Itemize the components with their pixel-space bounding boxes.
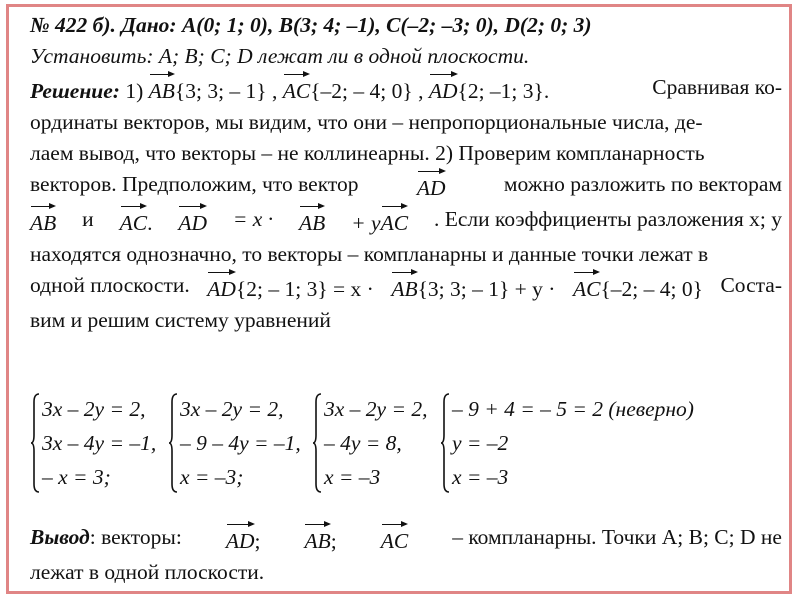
line-2-text: ординаты векторов, мы видим, что они – непропорциональные числа, де- — [30, 110, 703, 134]
task-line — [30, 41, 782, 72]
line-8-text: вим и решим систему уравнений — [30, 308, 331, 332]
vector-ab-2: AB — [30, 204, 56, 239]
equation: – 9 + 4 = – 5 = 2 (неверно) — [452, 397, 694, 421]
brace-icon — [440, 392, 450, 494]
equation: 3x – 4y = –1, — [42, 431, 157, 455]
equation: 3x – 2y = 2, — [180, 397, 284, 421]
line-4-text-a: векторов. Предположим, что вектор — [30, 172, 359, 196]
equation: x = –3; — [180, 465, 244, 489]
equation: 3x – 2y = 2, — [324, 397, 428, 421]
vector-ac-5: AC — [381, 522, 408, 557]
step-1-label: 1) — [125, 79, 144, 103]
vector-ab-4: AB — [391, 270, 417, 305]
conclusion-line-1 — [30, 522, 782, 557]
vector-ad-2: AD — [417, 169, 446, 204]
vector-ac-3: AC — [381, 204, 408, 239]
plus-y: + y — [351, 211, 381, 235]
solution-line-3 — [30, 138, 782, 169]
conclusion — [30, 522, 782, 588]
coords-ab: {3; 3; – 1} , — [174, 79, 278, 103]
solution-line-8 — [30, 305, 782, 336]
equation: x = –3 — [452, 465, 509, 489]
line-6-text: находятся однозначно, то векторы – компланарны и данные точки лежат в — [30, 242, 709, 266]
solution-line-5 — [30, 204, 782, 239]
and-word: и — [82, 207, 94, 231]
solution-text — [30, 10, 782, 336]
vector-ab-3: AB — [299, 204, 325, 239]
solution-line-6 — [30, 239, 782, 270]
vector-ac-4: AC — [573, 270, 600, 305]
vector-ad-3: AD — [178, 204, 207, 239]
equation: – x = 3; — [42, 465, 111, 489]
conclusion-text-a: : векторы: — [89, 525, 182, 549]
coords-ad: {2; –1; 3}. — [457, 79, 550, 103]
line-7-tail: Соста- — [720, 273, 782, 297]
line-1-tail: Сравнивая ко- — [652, 75, 782, 99]
solution-line-7 — [30, 270, 782, 305]
brace-icon — [30, 392, 40, 494]
vector-ab: AB — [149, 72, 175, 107]
conclusion-label: Вывод — [30, 525, 90, 549]
line-5-tail: . Если коэффициенты разложения x; y — [433, 207, 782, 231]
line-7-text-a: одной плоскости. — [30, 273, 190, 297]
solution-line-2 — [30, 107, 782, 138]
separator: ; — [330, 529, 337, 553]
vector-ad-4: AD — [207, 270, 236, 305]
conclusion-text-c: лежат в одной плоскости. — [30, 560, 265, 584]
equation-systems — [30, 392, 770, 500]
brace-icon — [312, 392, 322, 494]
equation: y = –2 — [452, 431, 509, 455]
equals-x: = x · — [232, 207, 274, 231]
separator: ; — [254, 529, 261, 553]
brace-icon — [168, 392, 178, 494]
equation: 3x – 2y = 2, — [42, 397, 146, 421]
conclusion-text-b: – компланарны. Точки A; B; C; D не — [452, 525, 782, 549]
dot: . — [147, 211, 153, 235]
vector-ad: AD — [429, 72, 458, 107]
equation: – 9 – 4y = –1, — [180, 431, 301, 455]
equation: x = –3 — [324, 465, 381, 489]
coords-ad-2: {2; – 1; 3} = x · — [235, 277, 374, 301]
line-3-text: лаем вывод, что векторы – не коллинеарны. 2) Проверим компланарность — [30, 141, 705, 165]
solution-line-4 — [30, 169, 782, 204]
vector-ad-5: AD — [226, 522, 255, 557]
vector-ac-2: AC — [120, 204, 147, 239]
solution-line-1 — [30, 72, 782, 107]
coords-ab-2: {3; 3; – 1} + y · — [417, 277, 556, 301]
equation: – 4y = 8, — [324, 431, 402, 455]
problem-line — [30, 10, 782, 41]
coords-ac-2: {–2; – 4; 0} — [600, 277, 703, 301]
vector-ac: AC — [283, 72, 310, 107]
task-statement: Установить: A; B; C; D лежат ли в одной плоскости. — [30, 44, 530, 68]
line-4-text-b: можно разложить по векторам — [503, 172, 782, 196]
vector-ab-5: AB — [304, 522, 330, 557]
problem-statement: № 422 б). Дано: A(0; 1; 0), B(3; 4; –1), C(–2; –3; 0), D(2; 0; 3) — [30, 13, 592, 37]
conclusion-line-2 — [30, 557, 782, 588]
coords-ac: {–2; – 4; 0} , — [310, 79, 424, 103]
solution-label: Решение: — [30, 79, 120, 103]
